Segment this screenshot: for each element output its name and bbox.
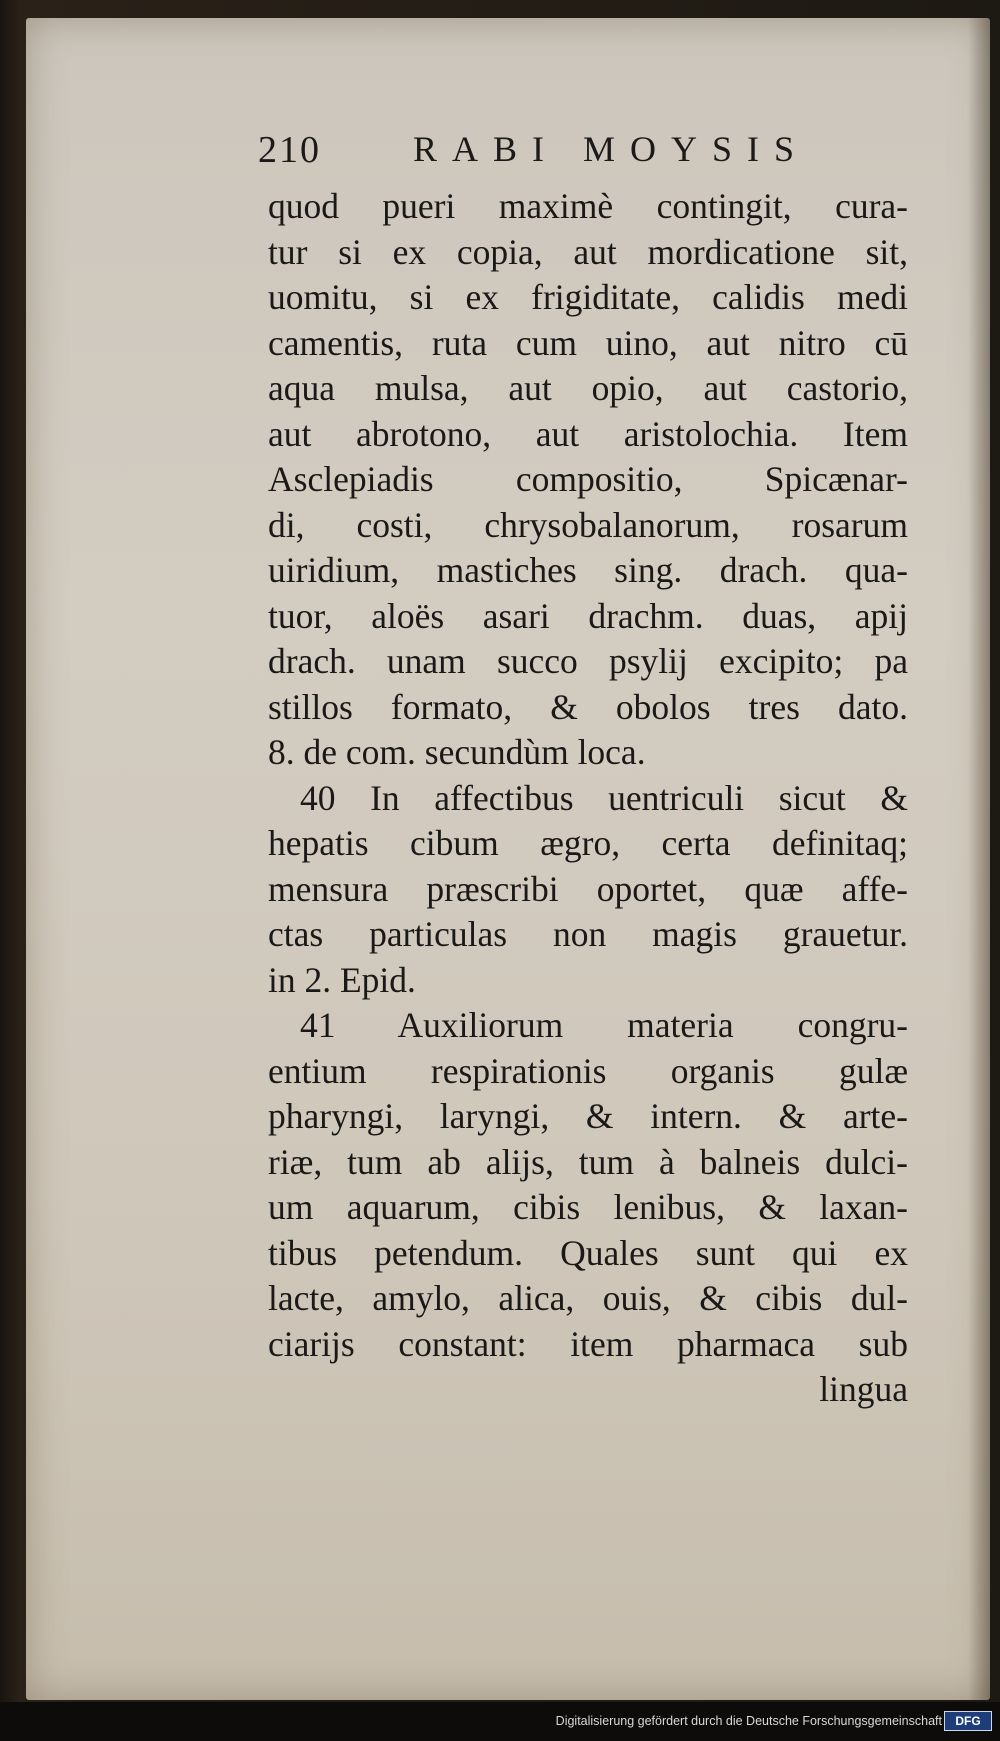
text-line: 8. de com. secundùm loca.: [268, 732, 646, 772]
text-line: Asclepiadis compositio, Spicænar-: [268, 459, 908, 499]
body-text: [268, 184, 908, 1413]
text-line: stillos formato, & obolos tres dato.: [268, 686, 908, 727]
text-line: 41 Auxiliorum materia congru-: [300, 1005, 908, 1045]
text-line: 40 In affectibus uentriculi sicut &: [300, 777, 908, 818]
text-line: uomitu, si ex frigiditate, calidis medi: [268, 277, 908, 317]
text-line: tur si ex copia, aut mordicatione sit,: [268, 231, 908, 272]
text-line: camentis, ruta cum uino, aut nitro cū: [268, 322, 908, 363]
dfg-logo: DFG: [944, 1711, 992, 1731]
text-line: mensura præscribi oportet, quæ affe-: [268, 868, 908, 909]
text-line: pharyngi, laryngi, & intern. & arte-: [268, 1096, 908, 1136]
funding-attribution: Digitalisierung gefördert durch die Deutsche Forschungsgemeinschaft: [555, 1714, 942, 1728]
text-line: uiridium, mastiches sing. drach. qua-: [268, 550, 908, 590]
page-number: 210: [258, 129, 321, 171]
text-line: tibus petendum. Quales sunt qui ex: [268, 1232, 908, 1273]
text-line: riæ, tum ab alijs, tum à balneis dulci-: [268, 1141, 908, 1182]
running-head: RABI MOYSIS: [413, 129, 810, 169]
text-line: ciarijs constant: item pharmaca sub: [268, 1323, 908, 1364]
page-header: [258, 128, 858, 184]
text-line: drach. unam succo psylij excipito; pa: [268, 641, 908, 681]
text-line: aqua mulsa, aut opio, aut castorio,: [268, 368, 908, 408]
catchword: lingua: [819, 1369, 908, 1409]
text-line: um aquarum, cibis lenibus, & laxan-: [268, 1187, 908, 1227]
text-line: quod pueri maximè contingit, cura-: [268, 186, 908, 226]
text-line: in 2. Epid.: [268, 959, 416, 1000]
text-line: tuor, aloës asari drachm. duas, apij: [268, 595, 908, 636]
text-line: di, costi, chrysobalanorum, rosarum: [268, 504, 908, 545]
text-line: entium respirationis organis gulæ: [268, 1050, 908, 1091]
text-line: ctas particulas non magis grauetur.: [268, 914, 908, 954]
text-line: aut abrotono, aut aristolochia. Item: [268, 413, 908, 454]
text-line: hepatis cibum ægro, certa definitaq;: [268, 823, 908, 863]
text-line: lacte, amylo, alica, ouis, & cibis dul-: [268, 1278, 908, 1318]
